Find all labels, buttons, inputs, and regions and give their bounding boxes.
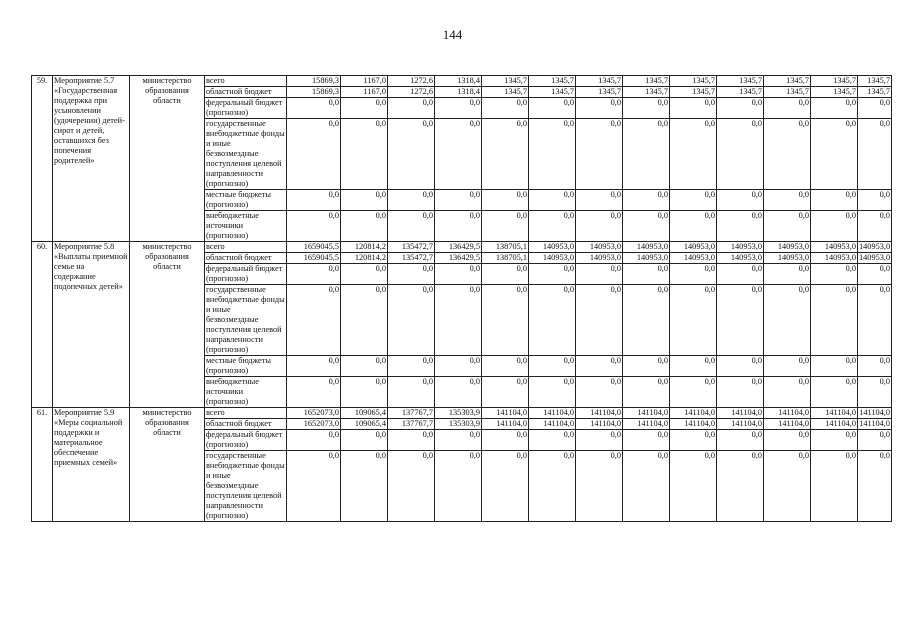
amount-cell: 0,0 — [529, 356, 576, 377]
amount-cell: 136429,5 — [435, 253, 482, 264]
amount-cell: 0,0 — [435, 211, 482, 242]
amount-cell: 120814,2 — [341, 242, 388, 253]
funding-source-label: всего — [205, 408, 287, 419]
amount-cell: 0,0 — [623, 430, 670, 451]
amount-cell: 141104,0 — [717, 419, 764, 430]
amount-cell: 0,0 — [764, 451, 811, 522]
amount-cell: 0,0 — [576, 264, 623, 285]
amount-cell: 0,0 — [858, 119, 892, 190]
table-row — [32, 242, 892, 253]
amount-cell: 1659045,5 — [287, 242, 341, 253]
amount-cell: 0,0 — [287, 285, 341, 356]
amount-cell: 0,0 — [764, 119, 811, 190]
funding-source-label: областной бюджет — [205, 253, 287, 264]
amount-cell: 0,0 — [576, 451, 623, 522]
amount-cell: 138705,1 — [482, 253, 529, 264]
amount-cell: 137767,7 — [388, 408, 435, 419]
amount-cell: 0,0 — [287, 98, 341, 119]
amount-cell: 1652073,0 — [287, 419, 341, 430]
amount-cell: 1345,7 — [482, 76, 529, 87]
amount-cell: 0,0 — [576, 285, 623, 356]
amount-cell: 0,0 — [858, 190, 892, 211]
amount-cell: 1345,7 — [811, 76, 858, 87]
amount-cell: 0,0 — [529, 285, 576, 356]
amount-cell: 0,0 — [764, 264, 811, 285]
table-row — [32, 408, 892, 419]
amount-cell: 0,0 — [717, 430, 764, 451]
amount-cell: 140953,0 — [764, 253, 811, 264]
amount-cell: 0,0 — [529, 211, 576, 242]
table-row — [32, 76, 892, 87]
amount-cell: 0,0 — [529, 264, 576, 285]
amount-cell: 140953,0 — [811, 253, 858, 264]
funding-source-label: областной бюджет — [205, 87, 287, 98]
amount-cell: 0,0 — [717, 285, 764, 356]
funding-source-label: государственные внебюджетные фонды и иные безвозмездные поступления целевой направленности (прогнозно) — [206, 119, 285, 188]
funding-source-label: внебюджетные источники (прогнозно) — [205, 211, 287, 242]
amount-cell: 0,0 — [287, 211, 341, 242]
amount-cell: 0,0 — [388, 285, 435, 356]
amount-cell: 135303,9 — [435, 419, 482, 430]
amount-cell: 0,0 — [435, 285, 482, 356]
funding-source-label: федеральный бюджет (прогнозно) — [205, 98, 287, 119]
amount-cell: 141104,0 — [811, 419, 858, 430]
amount-cell: 140953,0 — [811, 242, 858, 253]
amount-cell: 0,0 — [670, 98, 717, 119]
amount-cell: 109065,4 — [341, 408, 388, 419]
funding-source-label: федеральный бюджет (прогнозно) — [205, 430, 287, 451]
funding-source-label: местные бюджеты (прогнозно) — [205, 356, 287, 377]
amount-cell: 141104,0 — [764, 419, 811, 430]
measure-name: Мероприятие 5.7 «Государственная поддержка при усыновлении (удочерении) детей-сирот и детей, оставшихся без попечения родителей» — [53, 76, 130, 242]
amount-cell: 1167,0 — [341, 76, 388, 87]
amount-cell: 0,0 — [482, 98, 529, 119]
amount-cell: 140953,0 — [576, 242, 623, 253]
amount-cell: 1345,7 — [482, 87, 529, 98]
amount-cell: 0,0 — [576, 190, 623, 211]
amount-cell: 0,0 — [435, 377, 482, 408]
funding-source-label: государственные внебюджетные фонды и иные безвозмездные поступления целевой направленности (прогнозно) — [206, 285, 285, 354]
amount-cell: 1345,7 — [623, 76, 670, 87]
amount-cell: 141104,0 — [576, 419, 623, 430]
amount-cell: 0,0 — [623, 190, 670, 211]
amount-cell: 0,0 — [388, 430, 435, 451]
amount-cell: 1659045,5 — [287, 253, 341, 264]
amount-cell: 0,0 — [287, 356, 341, 377]
amount-cell: 0,0 — [576, 356, 623, 377]
amount-cell: 1345,7 — [529, 76, 576, 87]
measure-name: Мероприятие 5.8 «Выплаты приемной семье на содержание подопечных детей» — [53, 242, 130, 408]
amount-cell: 141104,0 — [859, 419, 890, 428]
amount-cell: 0,0 — [717, 356, 764, 377]
amount-cell: 0,0 — [435, 190, 482, 211]
amount-cell: 140953,0 — [859, 242, 891, 251]
amount-cell: 140953,0 — [670, 253, 717, 264]
amount-cell: 135472,7 — [388, 242, 435, 253]
amount-cell: 0,0 — [341, 119, 388, 190]
amount-cell: 1345,7 — [764, 76, 811, 87]
amount-cell: 0,0 — [764, 98, 811, 119]
amount-cell: 1345,7 — [764, 87, 811, 98]
amount-cell: 0,0 — [529, 430, 576, 451]
amount-cell: 0,0 — [764, 190, 811, 211]
amount-cell: 0,0 — [529, 190, 576, 211]
amount-cell: 140953,0 — [764, 242, 811, 253]
amount-cell: 140953,0 — [717, 242, 764, 253]
amount-cell: 0,0 — [811, 430, 858, 451]
amount-cell: 1345,7 — [576, 76, 623, 87]
amount-cell: 0,0 — [811, 98, 858, 119]
amount-cell: 0,0 — [341, 430, 388, 451]
executor-name: министерство образования области — [130, 242, 205, 408]
amount-cell: 0,0 — [858, 285, 892, 356]
amount-cell: 0,0 — [287, 377, 341, 408]
amount-cell: 140953,0 — [529, 242, 576, 253]
amount-cell: 0,0 — [576, 377, 623, 408]
amount-cell: 0,0 — [435, 98, 482, 119]
amount-cell: 0,0 — [482, 356, 529, 377]
amount-cell: 0,0 — [388, 98, 435, 119]
amount-cell: 0,0 — [670, 190, 717, 211]
amount-cell: 0,0 — [623, 264, 670, 285]
amount-cell: 0,0 — [482, 264, 529, 285]
amount-cell: 0,0 — [717, 377, 764, 408]
amount-cell: 0,0 — [287, 430, 341, 451]
amount-cell: 0,0 — [287, 190, 341, 211]
amount-cell: 0,0 — [717, 98, 764, 119]
amount-cell: 141104,0 — [764, 408, 811, 419]
amount-cell: 0,0 — [764, 430, 811, 451]
amount-cell: 1318,4 — [435, 76, 482, 87]
amount-cell: 135472,7 — [388, 253, 435, 264]
amount-cell: 1345,7 — [858, 87, 892, 98]
amount-cell: 0,0 — [576, 119, 623, 190]
funding-source-label: внебюджетные источники (прогнозно) — [205, 377, 287, 408]
funding-source-label: всего — [205, 76, 287, 87]
amount-cell: 0,0 — [529, 119, 576, 190]
amount-cell: 0,0 — [435, 119, 482, 190]
amount-cell: 0,0 — [764, 377, 811, 408]
funding-source-label: государственные внебюджетные фонды и иные безвозмездные поступления целевой направленности (прогнозно) — [206, 451, 285, 520]
amount-cell: 141104,0 — [623, 419, 670, 430]
amount-cell: 0,0 — [529, 377, 576, 408]
amount-cell: 0,0 — [341, 377, 388, 408]
amount-cell: 0,0 — [482, 430, 529, 451]
amount-cell: 140953,0 — [576, 253, 623, 264]
amount-cell: 1345,7 — [717, 87, 764, 98]
amount-cell: 0,0 — [670, 430, 717, 451]
amount-cell: 140953,0 — [670, 242, 717, 253]
amount-cell: 1652073,0 — [287, 408, 341, 419]
amount-cell: 0,0 — [717, 451, 764, 522]
measure-name: Мероприятие 5.9 «Меры социальной поддержки и материальное обеспечение приемных семей» — [53, 408, 130, 522]
amount-cell: 0,0 — [287, 264, 341, 285]
amount-cell: 0,0 — [482, 451, 529, 522]
amount-cell: 1345,7 — [529, 87, 576, 98]
amount-cell: 0,0 — [670, 285, 717, 356]
amount-cell: 0,0 — [576, 430, 623, 451]
amount-cell: 0,0 — [482, 377, 529, 408]
funding-source-label: всего — [205, 242, 287, 253]
amount-cell: 140953,0 — [623, 253, 670, 264]
amount-cell: 0,0 — [287, 119, 341, 190]
amount-cell: 0,0 — [670, 377, 717, 408]
amount-cell: 1272,6 — [388, 76, 435, 87]
amount-cell: 1345,7 — [670, 76, 717, 87]
amount-cell: 141104,0 — [529, 408, 576, 419]
amount-cell: 141104,0 — [670, 408, 717, 419]
amount-cell: 0,0 — [623, 211, 670, 242]
row-index: 59. — [32, 76, 53, 242]
amount-cell: 0,0 — [341, 264, 388, 285]
amount-cell: 0,0 — [858, 264, 892, 285]
amount-cell: 0,0 — [435, 264, 482, 285]
funding-source-label: областной бюджет — [205, 419, 287, 430]
amount-cell: 0,0 — [764, 356, 811, 377]
amount-cell: 0,0 — [811, 211, 858, 242]
amount-cell: 0,0 — [858, 98, 892, 119]
amount-cell: 0,0 — [764, 285, 811, 356]
amount-cell: 1345,7 — [670, 87, 717, 98]
amount-cell: 136429,5 — [435, 242, 482, 253]
amount-cell: 1318,4 — [435, 87, 482, 98]
amount-cell: 140953,0 — [623, 242, 670, 253]
amount-cell: 138705,1 — [482, 242, 529, 253]
amount-cell: 0,0 — [341, 451, 388, 522]
amount-cell: 0,0 — [482, 190, 529, 211]
amount-cell: 141104,0 — [576, 408, 623, 419]
amount-cell: 0,0 — [670, 211, 717, 242]
amount-cell: 0,0 — [287, 451, 341, 522]
amount-cell: 15869,3 — [287, 76, 341, 87]
amount-cell: 0,0 — [670, 451, 717, 522]
amount-cell: 1345,7 — [623, 87, 670, 98]
amount-cell: 0,0 — [858, 356, 892, 377]
amount-cell: 15869,3 — [287, 87, 341, 98]
amount-cell: 109065,4 — [341, 419, 388, 430]
amount-cell: 141104,0 — [670, 419, 717, 430]
executor-name: министерство образования области — [130, 76, 205, 242]
amount-cell: 0,0 — [717, 190, 764, 211]
row-index: 61. — [32, 408, 53, 522]
amount-cell: 0,0 — [858, 451, 892, 522]
amount-cell: 0,0 — [858, 430, 892, 451]
amount-cell: 141104,0 — [482, 419, 529, 430]
page-number: 144 — [442, 27, 463, 42]
amount-cell: 141104,0 — [529, 419, 576, 430]
amount-cell: 0,0 — [811, 285, 858, 356]
amount-cell: 0,0 — [388, 211, 435, 242]
amount-cell: 141104,0 — [717, 408, 764, 419]
amount-cell: 0,0 — [717, 211, 764, 242]
amount-cell: 0,0 — [670, 119, 717, 190]
amount-cell: 0,0 — [388, 264, 435, 285]
amount-cell: 0,0 — [435, 356, 482, 377]
amount-cell: 1167,0 — [341, 87, 388, 98]
amount-cell: 0,0 — [388, 119, 435, 190]
amount-cell: 0,0 — [623, 356, 670, 377]
amount-cell: 0,0 — [670, 264, 717, 285]
amount-cell: 0,0 — [811, 119, 858, 190]
amount-cell: 0,0 — [858, 211, 892, 242]
funding-source-label: федеральный бюджет (прогнозно) — [205, 264, 287, 285]
amount-cell: 141104,0 — [859, 408, 890, 417]
amount-cell: 0,0 — [576, 98, 623, 119]
amount-cell: 0,0 — [388, 356, 435, 377]
amount-cell: 0,0 — [388, 377, 435, 408]
amount-cell: 140953,0 — [529, 253, 576, 264]
amount-cell: 141104,0 — [811, 408, 858, 419]
amount-cell: 0,0 — [435, 430, 482, 451]
amount-cell: 0,0 — [529, 451, 576, 522]
amount-cell: 0,0 — [811, 264, 858, 285]
amount-cell: 141104,0 — [482, 408, 529, 419]
amount-cell: 1345,7 — [858, 76, 892, 87]
amount-cell: 0,0 — [341, 356, 388, 377]
amount-cell: 0,0 — [811, 356, 858, 377]
amount-cell: 0,0 — [623, 451, 670, 522]
amount-cell: 1345,7 — [717, 76, 764, 87]
amount-cell: 0,0 — [717, 119, 764, 190]
amount-cell: 0,0 — [717, 264, 764, 285]
amount-cell: 0,0 — [811, 190, 858, 211]
amount-cell: 0,0 — [811, 451, 858, 522]
amount-cell: 0,0 — [670, 356, 717, 377]
amount-cell: 0,0 — [623, 119, 670, 190]
amount-cell: 0,0 — [341, 285, 388, 356]
amount-cell: 140953,0 — [859, 253, 891, 262]
amount-cell: 1345,7 — [576, 87, 623, 98]
amount-cell: 1345,7 — [811, 87, 858, 98]
amount-cell: 0,0 — [623, 285, 670, 356]
amount-cell: 1272,6 — [388, 87, 435, 98]
row-index: 60. — [32, 242, 53, 408]
amount-cell: 0,0 — [529, 98, 576, 119]
amount-cell: 0,0 — [388, 451, 435, 522]
amount-cell: 0,0 — [576, 211, 623, 242]
amount-cell: 0,0 — [341, 98, 388, 119]
budget-table — [31, 75, 892, 522]
amount-cell: 135303,9 — [435, 408, 482, 419]
amount-cell: 0,0 — [482, 285, 529, 356]
amount-cell: 0,0 — [811, 377, 858, 408]
amount-cell: 0,0 — [623, 98, 670, 119]
amount-cell: 120814,2 — [341, 253, 388, 264]
executor-name: министерство образования области — [130, 408, 205, 522]
funding-source-label: местные бюджеты (прогнозно) — [205, 190, 287, 211]
amount-cell: 0,0 — [482, 211, 529, 242]
budget-table-body — [32, 76, 892, 522]
amount-cell: 140953,0 — [717, 253, 764, 264]
amount-cell: 0,0 — [341, 190, 388, 211]
amount-cell: 141104,0 — [623, 408, 670, 419]
amount-cell: 0,0 — [341, 211, 388, 242]
amount-cell: 137767,7 — [388, 419, 435, 430]
amount-cell: 0,0 — [623, 377, 670, 408]
amount-cell: 0,0 — [388, 190, 435, 211]
amount-cell: 0,0 — [764, 211, 811, 242]
amount-cell: 0,0 — [482, 119, 529, 190]
amount-cell: 0,0 — [858, 377, 892, 408]
amount-cell: 0,0 — [435, 451, 482, 522]
